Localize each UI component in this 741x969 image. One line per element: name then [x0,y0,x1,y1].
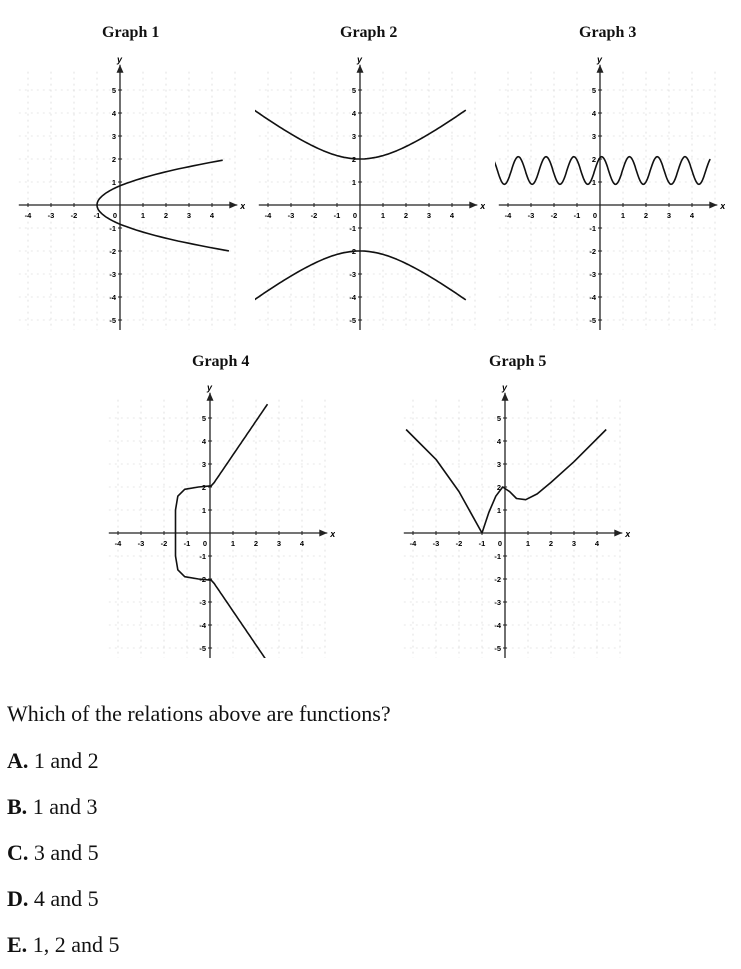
x-tick-label: 4 [449,211,455,220]
x-tick-label: -2 [550,211,558,220]
y-axis-label: y [502,383,508,393]
x-tick-label: 2 [253,539,259,548]
x-tick-label: -3 [287,211,295,220]
y-tick-label: 5 [496,414,501,423]
y-axis-arrow [597,65,604,73]
x-axis-arrow [319,530,327,537]
graph-5 [400,383,630,658]
choice-text: 1 and 2 [33,748,99,773]
x-tick-label: -4 [409,539,417,548]
x-tick-label: -2 [70,211,78,220]
y-tick-label: 1 [351,178,356,187]
x-tick-label: 2 [163,211,169,220]
x-tick-label: 2 [548,539,554,548]
x-axis-label: x [625,529,630,539]
y-tick-label: 5 [591,86,596,95]
function-curve [406,430,606,534]
y-tick-label: 5 [201,414,206,423]
y-tick-label: -1 [109,224,116,233]
y-tick-label: 5 [111,86,116,95]
y-tick-label: -1 [589,224,596,233]
x-tick-label: 0 [202,539,208,548]
y-tick-label: 4 [591,109,596,118]
x-tick-label: 1 [620,211,626,220]
y-tick-label: 2 [496,483,501,492]
x-tick-label: 0 [497,539,503,548]
y-tick-label: -5 [349,316,356,325]
y-tick-label: -4 [109,293,116,302]
x-tick-label: 4 [209,211,215,220]
y-tick-label: -2 [109,247,116,256]
x-tick-label: 3 [186,211,192,220]
x-tick-label: -1 [183,539,191,548]
y-tick-label: -1 [494,552,501,561]
x-tick-label: -3 [432,539,440,548]
x-tick-label: -3 [137,539,145,548]
y-tick-label: -3 [589,270,596,279]
choice-b[interactable] [7,794,97,820]
choice-text: 3 and 5 [33,840,99,865]
graph-4 [105,383,335,658]
x-tick-label: -4 [504,211,512,220]
x-tick-label: 1 [380,211,386,220]
graph-2-title: Graph 2 [340,24,398,41]
x-tick-label: 3 [666,211,672,220]
y-tick-label: 3 [351,132,356,141]
y-tick-label: 3 [496,460,501,469]
y-tick-label: -4 [494,621,501,630]
y-tick-label: -5 [589,316,596,325]
choice-text: 1, 2 and 5 [32,932,120,957]
sine-curve [495,157,710,185]
x-tick-label: -4 [264,211,272,220]
y-tick-label: 4 [496,437,501,446]
choice-letter: E. [7,932,28,957]
x-axis-label: x [480,201,485,211]
y-tick-label: 2 [111,155,116,164]
y-tick-label: 2 [591,155,596,164]
x-tick-label: 4 [689,211,695,220]
y-tick-label: -5 [494,644,501,653]
graph-5-title: Graph 5 [489,353,547,370]
y-axis-arrow [502,393,509,401]
x-tick-label: -2 [310,211,318,220]
y-tick-label: -5 [199,644,206,653]
y-tick-label: 4 [351,109,356,118]
y-tick-label: 3 [201,460,206,469]
relation-curve [176,404,268,658]
y-tick-label: -1 [349,224,356,233]
y-tick-label: 2 [201,483,206,492]
y-tick-label: -2 [349,247,356,256]
y-tick-label: -3 [109,270,116,279]
x-tick-label: -4 [114,539,122,548]
x-axis-arrow [229,202,237,209]
x-tick-label: 0 [112,211,118,220]
x-tick-label: 0 [352,211,358,220]
x-tick-label: 4 [299,539,305,548]
x-tick-label: 0 [592,211,598,220]
x-tick-label: 3 [426,211,432,220]
x-axis-label: x [330,529,335,539]
y-axis-label: y [597,55,603,65]
x-axis-label: x [720,201,725,211]
y-tick-label: -2 [494,575,501,584]
graph-1-title: Graph 1 [102,24,160,41]
y-axis-label: y [357,55,363,65]
x-tick-label: 1 [525,539,531,548]
x-tick-label: 2 [643,211,649,220]
x-tick-label: 4 [594,539,600,548]
choice-text: 1 and 3 [32,794,98,819]
y-tick-label: -4 [589,293,596,302]
y-tick-label: 1 [496,506,501,515]
y-axis-label: y [117,55,123,65]
y-tick-label: 4 [201,437,206,446]
x-tick-label: 3 [571,539,577,548]
x-tick-label: 2 [403,211,409,220]
y-tick-label: 1 [591,178,596,187]
graph-4-title: Graph 4 [192,353,250,370]
x-tick-label: -1 [93,211,101,220]
x-tick-label: -4 [24,211,32,220]
y-tick-label: 2 [351,155,356,164]
x-tick-label: -2 [160,539,168,548]
choice-letter: A. [7,748,29,773]
y-tick-label: 5 [351,86,356,95]
x-axis-label: x [240,201,245,211]
y-tick-label: -4 [349,293,356,302]
y-axis-arrow [207,393,214,401]
graph-3 [495,55,725,330]
y-tick-label: -3 [349,270,356,279]
choice-d[interactable] [7,886,99,912]
y-tick-label: -4 [199,621,206,630]
y-tick-label: -3 [494,598,501,607]
x-tick-label: 1 [230,539,236,548]
y-tick-label: -2 [589,247,596,256]
choice-letter: D. [7,886,29,911]
y-axis-arrow [117,65,124,73]
choice-letter: C. [7,840,29,865]
y-tick-label: -1 [199,552,206,561]
choice-letter: B. [7,794,28,819]
y-tick-label: -3 [199,598,206,607]
x-tick-label: -3 [527,211,535,220]
x-axis-arrow [469,202,477,209]
y-tick-label: 3 [111,132,116,141]
graph-2 [255,55,485,330]
choice-c[interactable] [7,840,99,866]
x-tick-label: -2 [455,539,463,548]
graph-3-title: Graph 3 [579,24,637,41]
choice-a[interactable] [7,748,99,774]
y-tick-label: -5 [109,316,116,325]
x-tick-label: -1 [573,211,581,220]
graph-1 [15,55,245,330]
y-tick-label: 3 [591,132,596,141]
y-tick-label: 1 [201,506,206,515]
y-tick-label: 4 [111,109,116,118]
y-tick-label: 1 [111,178,116,187]
y-axis-arrow [357,65,364,73]
choice-e[interactable] [7,932,119,958]
question-text: Which of the relations above are functions? [7,701,391,726]
x-tick-label: -1 [333,211,341,220]
x-axis-arrow [709,202,717,209]
x-tick-label: -1 [478,539,486,548]
x-axis-arrow [614,530,622,537]
x-tick-label: 3 [276,539,282,548]
x-tick-label: 1 [140,211,146,220]
y-axis-label: y [207,383,213,393]
y-tick-label: -2 [199,575,206,584]
choice-text: 4 and 5 [33,886,99,911]
x-tick-label: -3 [47,211,55,220]
